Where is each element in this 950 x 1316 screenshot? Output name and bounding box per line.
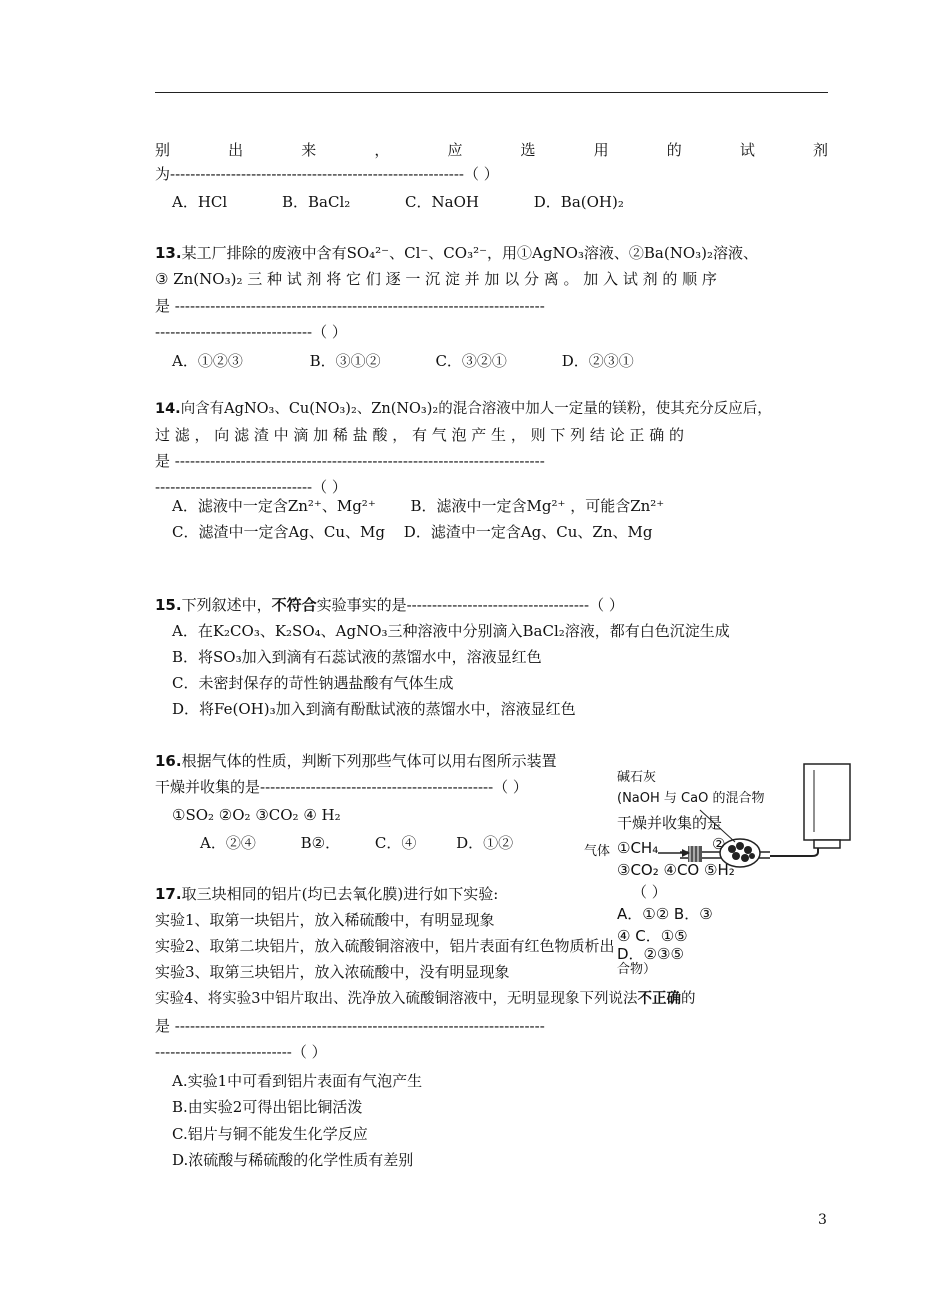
q15-option-a: A．在K₂CO₃、K₂SO₄、AgNO₃三种溶液中分别滴入BaCl₂溶液，都有白色沉淀生成 <box>172 622 730 640</box>
q14-options-cd <box>172 521 845 543</box>
q17-line7: ---------------------------（ ） <box>155 1043 327 1061</box>
figure-overlay-tail: 合物） <box>617 962 657 977</box>
q17-exp2: 实验2、取第二块铝片，放入硫酸铜溶液中，铝片表面有红色物质析出 <box>155 937 615 955</box>
q15-option-c: C．未密封保存的苛性钠遇盐酸有气体生成 <box>172 674 454 692</box>
q14-text: 向含有AgNO₃、Cu(NO₃)₂、Zn(NO₃)₂的混合溶液中加人一定量的镁粉，使其充分反应后， <box>180 401 772 417</box>
question-number: 16. <box>155 752 182 770</box>
q17-option-d: D.浓硫酸与稀硫酸的化学性质有差别 <box>172 1151 414 1169</box>
q12-line1 <box>155 139 828 161</box>
q17-option-b: B.由实验2可得出铝比铜活泼 <box>172 1098 363 1116</box>
q17-line1 <box>155 883 828 905</box>
q17-text: 实验4、将实验3中铝片取出、洗净放入硫酸铜溶液中，无明显现象下列说法 <box>155 991 638 1007</box>
q15-text: 实验事实的是------------------------------------（ ） <box>316 596 624 614</box>
figure-overlay-d: D．②③⑤ <box>617 945 684 963</box>
q14-option-c: C．滤渣中一定含Ag、Cu、Mg <box>172 523 386 541</box>
figure-overlay-paren: （ ） <box>632 883 667 901</box>
collecting-bottle <box>804 764 850 840</box>
q15-emphasis: 不符合 <box>271 596 317 614</box>
q14-option-d: D．滤渣中一定含Ag、Cu、Zn、Mg <box>403 523 653 541</box>
delivery-tube <box>770 848 818 856</box>
q17-text: 的 <box>680 991 696 1007</box>
q12-char: 来 <box>301 141 317 159</box>
q17-option-a: A.实验1中可看到铝片表面有气泡产生 <box>172 1072 423 1090</box>
q13-text: 某工厂排除的废液中含有SO₄²⁻、Cl⁻、CO₃²⁻，用①AgNO₃溶液、②Ba(NO₃)₂溶液、 <box>181 244 758 262</box>
q13-option-c: C．③②① <box>435 352 507 370</box>
figure-label-gas: 气体 <box>584 844 611 859</box>
q12-char: 出 <box>228 141 244 159</box>
q12-options <box>172 191 845 213</box>
q12-char: 的 <box>666 141 682 159</box>
q12-char: 应 <box>447 141 463 159</box>
page-number: 3 <box>818 1212 827 1228</box>
q16-line3: ①SO₂ ②O₂ ③CO₂ ④ H₂ <box>172 806 341 824</box>
header-rule <box>155 92 828 93</box>
q14-option-b: B．滤液中一定含Mg²⁺ ，可能含Zn²⁺ <box>410 497 665 515</box>
figure-overlay-2: ② <box>712 835 726 853</box>
figure-overlay-c: ④ C．①⑤ <box>617 927 688 945</box>
q16-line2: 干燥并收集的是----------------------------------------------（ ） <box>155 778 528 796</box>
q12-option-c: C．NaOH <box>405 193 479 211</box>
q12-option-b: B．BaCl₂ <box>281 193 351 211</box>
q12-char: 选 <box>520 141 536 159</box>
q17-text: 取三块相同的铝片(均已去氧化膜)进行如下实验: <box>181 885 499 903</box>
question-number: 17. <box>155 885 182 903</box>
q13-options <box>172 350 845 372</box>
figure-label-soda-lime: 碱石灰 <box>617 770 657 785</box>
q16-option-a: A．②④ <box>200 834 256 852</box>
q12-char: ， <box>374 141 390 159</box>
q12-line2: 为----------------------------------------------------------（ ） <box>155 165 499 183</box>
q14-line2: 过 滤 ， 向 滤 渣 中 滴 加 稀 盐 酸 ， 有 气 泡 产 生 ， 则 下 列 结 论 正 确 的 <box>155 426 684 444</box>
q17-option-c: C.铝片与铜不能发生化学反应 <box>172 1125 368 1143</box>
q16-option-d: D．①② <box>456 834 514 852</box>
q14-line3: 是 ------------------------------------------------------------------------- <box>155 452 545 470</box>
figure-overlay-ch4: ①CH₄ <box>617 839 659 857</box>
q17-emphasis: 不正确 <box>637 991 681 1007</box>
q17-exp3: 实验3、取第三块铝片，放入浓硫酸中，没有明显现象 <box>155 963 510 981</box>
figure-overlay-line: 干燥并收集的是 <box>617 814 723 832</box>
q13-line3: 是 ------------------------------------------------------------------------- <box>155 297 545 315</box>
q16-option-b: B②． <box>300 834 341 852</box>
q15-option-d: D．将Fe(OH)₃加入到滴有酚酞试液的蒸馏水中，溶液显红色 <box>172 700 576 718</box>
q16-text: 根据气体的性质，判断下列那些气体可以用右图所示装置 <box>181 752 557 770</box>
figure-overlay-ab: A．①② B．③ <box>617 905 713 923</box>
figure-label-mixture: (NaOH 与 CaO 的混合物 <box>617 791 765 806</box>
q17-exp1: 实验1、取第一块铝片，放入稀硫酸中，有明显现象 <box>155 911 495 929</box>
q15-line1 <box>155 594 828 616</box>
q17-line6: 是 ------------------------------------------------------------------------- <box>155 1017 545 1035</box>
q13-option-a: A．①②③ <box>172 352 243 370</box>
q16-option-c: C．④ <box>374 834 417 852</box>
q15-text: 下列叙述中， <box>181 596 272 614</box>
q13-line1 <box>155 242 828 264</box>
q12-option-d: D．Ba(OH)₂ <box>533 193 624 211</box>
question-number: 14. <box>155 401 181 417</box>
q14-line4: -------------------------------（ ） <box>155 478 347 496</box>
q12-char: 剂 <box>812 141 828 159</box>
figure-overlay-gases: ③CO₂ ④CO ⑤H₂ <box>617 861 735 879</box>
q12-char: 试 <box>739 141 755 159</box>
q14-option-a: A．滤液中一定含Zn²⁺、Mg²⁺ <box>172 497 376 515</box>
q17-exp4 <box>155 988 828 1010</box>
question-number: 13. <box>155 244 182 262</box>
q13-option-b: B．③①② <box>309 352 381 370</box>
q13-line2: ③ Zn(NO₃)₂ 三 种 试 剂 将 它 们 逐 一 沉 淀 并 加 以 分 离 。 加 入 试 剂 的 顺 序 <box>155 270 717 288</box>
q12-char: 别 <box>155 141 171 159</box>
q14-options-ab <box>172 495 845 517</box>
q12-char: 用 <box>593 141 609 159</box>
q13-line4: -------------------------------（ ） <box>155 323 347 341</box>
q15-option-b: B．将SO₃加入到滴有石蕊试液的蒸馏水中，溶液显红色 <box>172 648 542 666</box>
q13-option-d: D．②③① <box>561 352 634 370</box>
q12-option-a: A．HCl <box>172 193 228 211</box>
bottle-neck <box>814 840 840 848</box>
question-number: 15. <box>155 596 182 614</box>
q14-line1 <box>155 398 828 420</box>
